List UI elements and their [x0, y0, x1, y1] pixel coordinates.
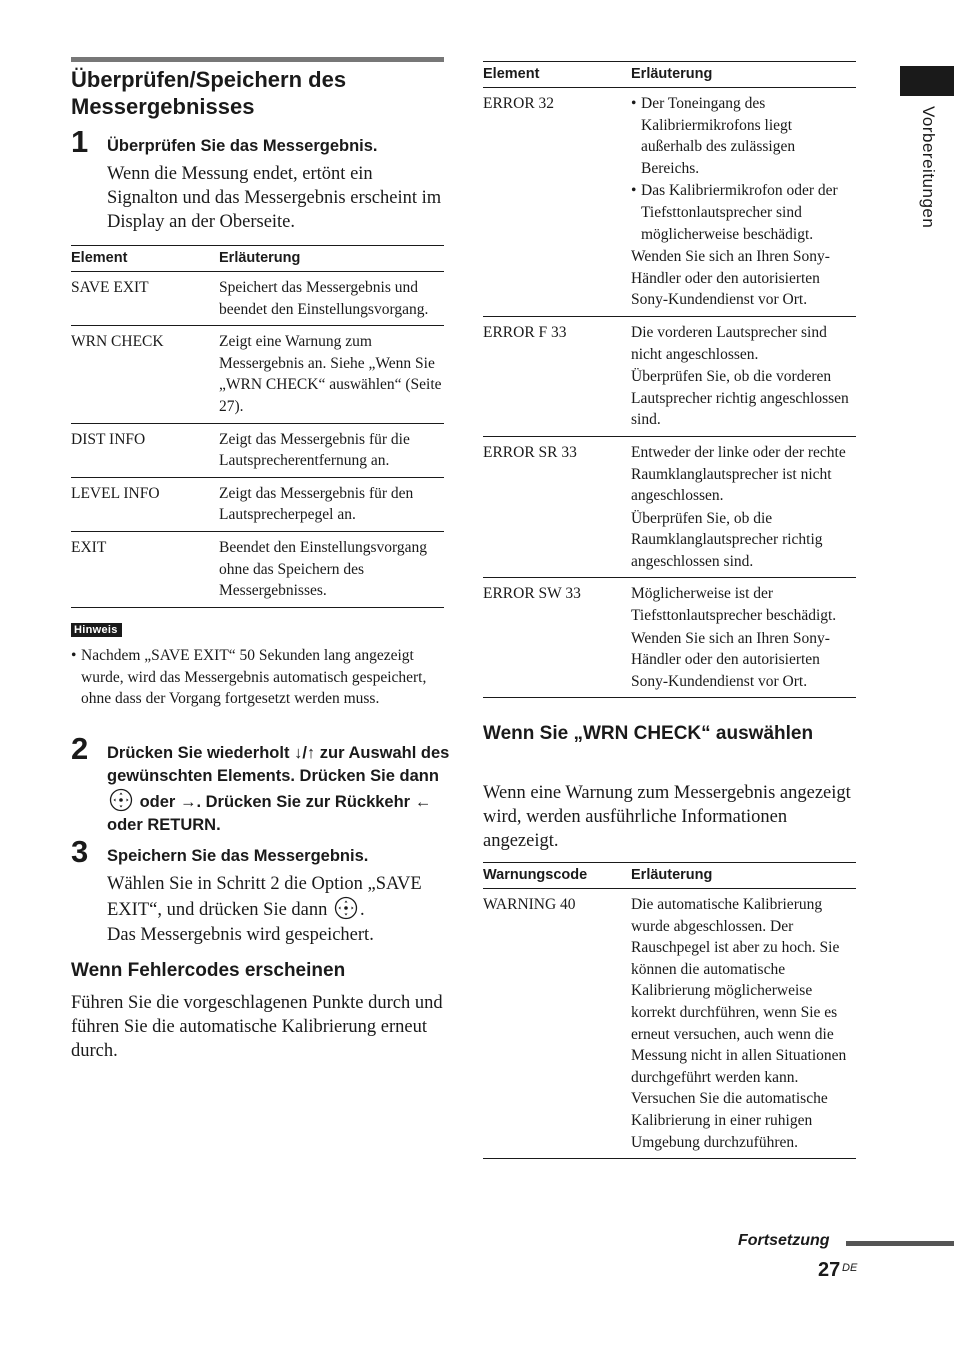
step-2-text-d: . Drücken Sie zur Rückkehr [196, 793, 415, 811]
section-top-rule [71, 57, 444, 62]
error-explanation [631, 436, 856, 578]
step-2-text-b: zur Auswahl des gewünschten Elements. Drücken Sie dann [107, 744, 450, 785]
row-explanation: Zeigt das Messergebnis für den Lautsprecherpegel an. [219, 477, 444, 531]
section-title: Überprüfen/Speichern des Messergebnisses [71, 67, 347, 119]
enter-button-icon [109, 788, 133, 812]
table-header-element: Element [71, 246, 219, 272]
row-explanation: Speichert das Messergebnis und beendet den Einstellungsvorgang. [219, 272, 444, 326]
error-cause: Die vorderen Lautsprecher sind nicht angeschlossen. [631, 323, 827, 363]
error-explanation [631, 88, 856, 317]
table-row [71, 531, 444, 607]
row-explanation: Zeigt eine Warnung zum Messergebnis an. Siehe „Wenn Sie „WRN CHECK“ auswählen“ (Seite 27). [219, 326, 444, 423]
error-note: Wenden Sie sich an Ihren Sony-Händler oder den autorisierten Sony-Kundendienst vor Ort. [631, 248, 830, 309]
step-2-text-a: Drücken Sie wiederholt [107, 744, 295, 762]
table-row [483, 578, 856, 698]
step-3-text-a: Wählen Sie in Schritt 2 die Option „SAVE EXIT“, und drücken Sie dann [107, 874, 422, 920]
error-cause: Entweder der linke oder der rechte Raumklanglautsprecher ist nicht angeschlossen. [631, 443, 846, 505]
row-element: WRN CHECK [71, 326, 219, 423]
bullet-item: • Der Toneingang des Kalibriermikrofons liegt außerhalb des zulässigen Bereichs. [631, 93, 856, 179]
error-remedy: Wenden Sie sich an Ihren Sony-Händler oder den autorisierten Sony-Kundendienst vor Ort. [631, 629, 830, 690]
step-2-text-e: oder RETURN. [107, 816, 221, 834]
row-element: LEVEL INFO [71, 477, 219, 531]
error-codes-table [483, 61, 856, 698]
warning-code: WARNING 40 [483, 889, 631, 1159]
right-arrow-icon: → [179, 793, 197, 811]
step-1-number: 1 [71, 124, 89, 159]
step-2-heading [107, 742, 452, 837]
step-1-heading: Überprüfen Sie das Messergebnis. [107, 137, 378, 155]
error-code: ERROR SW 33 [483, 578, 631, 698]
bullet-item: • Das Kalibriermikrofon oder der Tiefsttonlautsprecher sind möglicherweise beschädigt. [631, 180, 856, 245]
table-header-explanation: Erläuterung [631, 863, 856, 889]
page-number: 27 [818, 1259, 841, 1281]
step-3-heading: Speichern Sie das Messergebnis. [107, 847, 369, 865]
step-3-body [107, 872, 447, 922]
step-3-confirmation: Das Messergebnis wird gespeichert. [107, 925, 374, 945]
error-code: ERROR 32 [483, 88, 631, 317]
continuation-label: Fortsetzung [738, 1232, 830, 1249]
error-remedy: Überprüfen Sie, ob die vorderen Lautsprecher richtig angeschlossen sind. [631, 368, 849, 429]
up-down-arrows-icon: ↓/↑ [294, 744, 316, 762]
row-element: EXIT [71, 531, 219, 607]
table-header-element: Element [483, 62, 631, 88]
error-codes-heading: Wenn Fehlercodes erscheinen [71, 960, 346, 981]
table-row [71, 423, 444, 477]
table-row [71, 272, 444, 326]
error-cause: Möglicherweise ist der Tiefsttonlautsprecher beschädigt. [631, 585, 837, 625]
step-3-text-b: . [360, 900, 365, 920]
step-1-body: Wenn die Messung endet, ertönt ein Signalton und das Messergebnis erscheint im Display an der Oberseite. [107, 164, 442, 232]
table-header-explanation: Erläuterung [219, 246, 444, 272]
error-code: ERROR F 33 [483, 316, 631, 436]
error-code: ERROR SR 33 [483, 436, 631, 578]
continuation-bar [846, 1241, 954, 1246]
step-3-number: 3 [71, 834, 89, 869]
side-tab-marker [900, 66, 954, 96]
warning-explanation: Die automatische Kalibrierung wurde abgeschlossen. Der Rauschpegel ist aber zu hoch. Sie können die automatische Kalibrierung möglicherweise korrekt durchführen, wenn Sie es erneut versuchen, auch wenn die Messung nicht in allen Situationen durchgeführt werden kann. Versuchen Sie die automatische Kalibrierung in einer ruhigen Umgebung durchzuführen. [631, 889, 856, 1159]
error-codes-body: Führen Sie die vorgeschlagenen Punkte durch und führen Sie die automatische Kalibrierung erneut durch. [71, 993, 443, 1061]
row-element: SAVE EXIT [71, 272, 219, 326]
side-tab-label: Vorbereitungen [919, 106, 938, 229]
wrn-check-heading: Wenn Sie „WRN CHECK“ auswählen [483, 723, 814, 744]
result-options-table [71, 245, 444, 608]
table-row [483, 889, 856, 1159]
hint-badge: Hinweis [71, 623, 122, 637]
row-explanation: Beendet den Einstellungsvorgang ohne das Speichern des Messergebnisses. [219, 531, 444, 607]
warning-codes-table [483, 862, 856, 1159]
table-row [71, 326, 444, 423]
wrn-check-body: Wenn eine Warnung zum Messergebnis angezeigt wird, werden ausführliche Informationen angezeigt. [483, 783, 851, 851]
error-explanation [631, 316, 856, 436]
enter-button-icon [334, 896, 358, 920]
table-header-warning-code: Warnungscode [483, 863, 631, 889]
hint-text: • Nachdem „SAVE EXIT“ 50 Sekunden lang angezeigt wurde, wird das Messergebnis automatisch gespeichert, ohne dass der Vorgang fortgesetzt werden muss. [71, 645, 446, 710]
step-2-text-c: oder [135, 793, 180, 811]
table-row [483, 436, 856, 578]
error-remedy: Überprüfen Sie, ob die Raumklanglautsprecher richtig angeschlossen sind. [631, 509, 823, 570]
table-row [483, 88, 856, 317]
page-language-suffix: DE [842, 1262, 858, 1274]
row-element: DIST INFO [71, 423, 219, 477]
error-explanation [631, 578, 856, 698]
row-explanation: Zeigt das Messergebnis für die Lautsprecherentfernung an. [219, 423, 444, 477]
table-row [483, 316, 856, 436]
table-header-explanation: Erläuterung [631, 62, 856, 88]
table-row [71, 477, 444, 531]
left-arrow-icon: ← [414, 793, 432, 811]
step-2-number: 2 [71, 731, 89, 766]
